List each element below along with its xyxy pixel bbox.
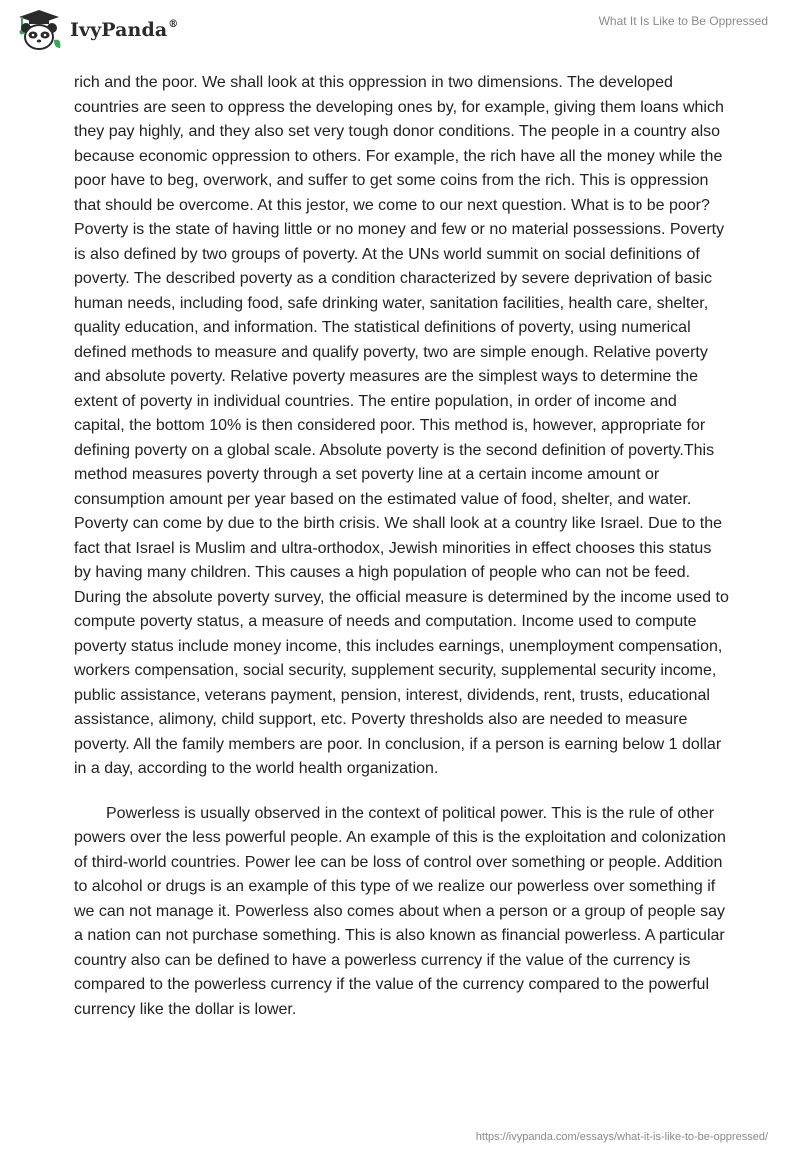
registered-mark: ® xyxy=(168,18,179,30)
page-header xyxy=(0,0,800,60)
essay-body xyxy=(74,71,730,1022)
brand-name: IvyPanda® xyxy=(70,18,179,41)
source-url[interactable]: https://ivypanda.com/essays/what-it-is-like-to-be-oppressed/ xyxy=(475,1131,768,1143)
paragraph: Powerless is usually observed in the context of political power. This is the rule of other powers over the less powerful people. An example of this is the exploitation and colonization of third-world countries. Power lee can be loss of control over something or people. Addition to alcohol or drugs is an example of this type of we realize our powerless over something if we can not manage it. Powerless also comes about when a person or a group of people say a nation can not purchase something. This is also known as financial powerless. A particular country also can be defined to have a powerless currency if the value of the currency is compared to the powerless currency if the value of the currency compared to the powerful currency like the dollar is lower. xyxy=(74,804,726,1018)
paragraph: rich and the poor. We shall look at this oppression in two dimensions. The developed countries are seen to oppress the developing ones by, for example, giving them loans which they pay highly, and they also set very tough donor conditions. The people in a country also because economic oppression to others. For example, the rich have all the money while the poor have to beg, overwork, and suffer to get some coins from the rich. This is oppression that should be overcome. At this jestor, we come to our next question. What is to be poor? Poverty is the state of having little or no money and few or no material possessions. Poverty is also defined by two groups of poverty. At the UNs world summit on social definitions of poverty. The described poverty as a condition characterized by severe deprivation of basic human needs, including food, safe drinking water, sanitation facilities, health care, shelter, quality education, and information. The statistical definitions of poverty, using numerical defined methods to measure and qualify poverty, two are simple enough. Relative poverty and absolute poverty. Relative poverty measures are the simplest ways to determine the extent of poverty in individual countries. The entire population, in order of income and capital, the bottom 10% is then considered poor. This method is, however, appropriate for defining poverty on a global scale. Absolute poverty is the second definition of poverty.This method measures poverty through a set poverty line at a certain income amount or consumption amount per year based on the estimated value of food, shelter, and water. Poverty can come by due to the birth crisis. We shall look at a country like Israel. Due to the fact that Israel is Muslim and ultra-orthodox, Jewish minorities in effect chooses this status by having many children. This causes a high population of people who can not be feed. During the absolute poverty survey, the official measure is determined by the income used to compute poverty status, a measure of needs and computation. Income used to compute poverty status include money income, this includes earnings, unemployment compensation, workers compensation, social security, supplement security, supplemental security income, public assistance, veterans payment, pension, interest, dividends, rent, trusts, educational assistance, alimony, child support, etc. Poverty thresholds also are needed to measure poverty. All the family members are poor. In conclusion, if a person is earning below 1 dollar in a day, according to the world health organization. xyxy=(74,74,729,777)
document-title: What It Is Like to Be Oppressed xyxy=(598,14,768,28)
ivypanda-logo[interactable] xyxy=(14,8,178,52)
panda-graduate-icon xyxy=(14,8,64,52)
